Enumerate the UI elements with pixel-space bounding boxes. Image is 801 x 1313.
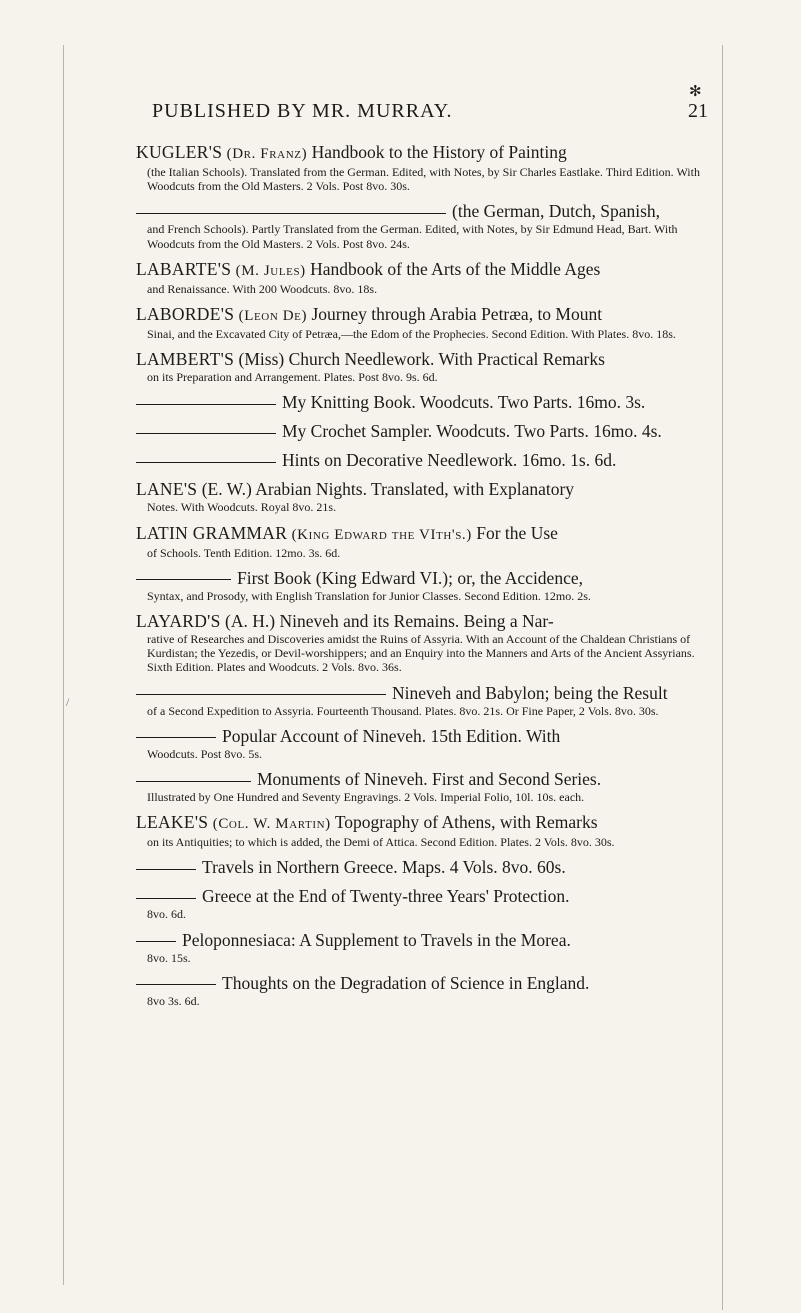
entry-details: of a Second Expedition to Assyria. Fourteenth Thousand. Plates. 8vo. 21s. Or Fine Paper, 2 Vols. 8vo. 30s. xyxy=(147,703,659,718)
entry-heading xyxy=(136,812,710,835)
ditto-rule xyxy=(136,984,216,985)
author-detail: (Leon De) xyxy=(238,308,308,325)
list-item xyxy=(136,857,710,878)
list-item xyxy=(136,142,710,193)
list-item xyxy=(136,349,710,384)
list-item xyxy=(136,523,710,560)
entry-heading xyxy=(136,142,710,165)
entry-heading xyxy=(136,886,710,907)
entry-title: Topography of Athens, with Remarks xyxy=(330,812,598,833)
author-name: LATIN GRAMMAR xyxy=(136,522,288,543)
ditto-rule xyxy=(136,213,446,214)
entry-details: (the Italian Schools). Translated from the German. Edited, with Notes, by Sir Charles Eastlake. Third Edition. With Woodcuts from the Old Masters. 2 Vols. Post 8vo. 30s. xyxy=(147,165,700,194)
entry-title: (E. W.) Arabian Nights. Translated, with Explanatory xyxy=(197,479,575,500)
author-name: LAMBERT'S xyxy=(136,349,235,370)
entry-title: For the Use xyxy=(471,522,558,543)
entry-details: of Schools. Tenth Edition. 12mo. 3s. 6d. xyxy=(147,545,341,560)
entry-title: Greece at the End of Twenty-three Years' Protection. xyxy=(202,886,570,907)
entry-heading xyxy=(136,857,710,878)
author-name: LEAKE'S xyxy=(136,812,209,833)
entry-title: Handbook to the History of Painting xyxy=(307,142,567,162)
entry-title: Nineveh and Babylon; being the Result xyxy=(392,682,668,703)
entry-details: 8vo. 15s. xyxy=(147,950,191,965)
entry-heading xyxy=(136,201,710,222)
list-item xyxy=(136,812,710,849)
list-item xyxy=(136,479,710,514)
entry-heading xyxy=(136,611,710,632)
list-item xyxy=(136,568,710,603)
entry-title: My Crochet Sampler. Woodcuts. Two Parts. 16mo. 4s. xyxy=(282,421,662,442)
list-item xyxy=(136,683,710,718)
entry-title: Handbook of the Arts of the Middle Ages xyxy=(305,258,601,279)
entry-title: Thoughts on the Degradation of Science in England. xyxy=(222,972,590,993)
ditto-rule xyxy=(136,941,176,942)
entry-heading xyxy=(136,523,710,546)
entry-title: First Book (King Edward VI.); or, the Accidence, xyxy=(237,567,583,588)
ornament-icon: ✻ xyxy=(689,84,702,100)
entry-details: Notes. With Woodcuts. Royal 8vo. 21s. xyxy=(147,500,337,515)
author-name: LABARTE'S xyxy=(136,258,232,279)
list-item xyxy=(136,304,710,341)
page-number: 21 xyxy=(688,100,708,122)
entry-title: Journey through Arabia Petræa, to Mount xyxy=(307,304,603,325)
entry-heading xyxy=(136,568,710,589)
list-item xyxy=(136,930,710,965)
list-item xyxy=(136,421,710,442)
ditto-rule xyxy=(136,433,276,434)
list-item xyxy=(136,769,710,804)
entry-heading xyxy=(136,304,710,327)
entry-heading xyxy=(136,450,710,471)
entry-details: Illustrated by One Hundred and Seventy Engravings. 2 Vols. Imperial Folio, 10l. 10s. each. xyxy=(147,790,585,805)
list-item xyxy=(136,201,710,250)
ditto-rule xyxy=(136,898,196,899)
entry-title: (the German, Dutch, Spanish, xyxy=(452,201,661,222)
entry-heading xyxy=(136,349,710,370)
author-detail: (Dr. Franz) xyxy=(226,146,308,162)
author-name: KUGLER'S xyxy=(136,142,223,162)
entry-heading xyxy=(136,479,710,500)
ditto-rule xyxy=(136,404,276,405)
running-head-title: PUBLISHED BY MR. MURRAY. xyxy=(152,100,453,122)
page-edge-right xyxy=(722,45,723,1310)
list-item xyxy=(136,973,710,1008)
entry-details: Woodcuts. Post 8vo. 5s. xyxy=(147,746,263,761)
list-item xyxy=(136,886,710,921)
author-name: LANE'S xyxy=(136,479,198,500)
entry-details: and French Schools). Partly Translated from the German. Edited, with Notes, by Sir Edmund Head, Bart. With Woodcuts from the Old Masters. 2 Vols. Post 8vo. 24s. xyxy=(147,222,678,251)
entry-title: My Knitting Book. Woodcuts. Two Parts. 16mo. 3s. xyxy=(282,392,646,413)
running-head xyxy=(152,100,708,126)
ditto-rule xyxy=(136,579,231,580)
author-detail: (M. Jules) xyxy=(235,262,306,279)
entry-title: (Miss) Church Needlework. With Practical Remarks xyxy=(234,349,605,370)
entry-details: 8vo 3s. 6d. xyxy=(147,993,200,1008)
entry-title: (A. H.) Nineveh and its Remains. Being a Nar- xyxy=(220,611,554,632)
margin-mark: / xyxy=(66,695,70,709)
entry-details: on its Preparation and Arrangement. Plates. Post 8vo. 9s. 6d. xyxy=(147,370,438,385)
entry-title: Monuments of Nineveh. First and Second Series. xyxy=(257,769,602,790)
entry-details: rative of Researches and Discoveries amidst the Ruins of Assyria. With an Account of the Chaldean Christians of Kurdistan; the Yezedis, or Devil-worshippers; and an Enquiry into the Manners and Arts of the Ancient Assyrians. Sixth Edition. Plates and Woodcuts. 2 Vols. 8vo. 36s. xyxy=(147,632,695,675)
page-edge-left xyxy=(63,45,64,1285)
entry-details: and Renaissance. With 200 Woodcuts. 8vo. 18s. xyxy=(147,281,378,296)
list-item xyxy=(136,259,710,296)
ditto-rule xyxy=(136,462,276,463)
author-detail: (Col. W. Martin) xyxy=(212,816,331,833)
ditto-rule xyxy=(136,869,196,870)
entry-heading xyxy=(136,726,710,747)
author-name: LAYARD'S xyxy=(136,611,221,632)
entry-heading xyxy=(136,769,710,790)
entry-heading xyxy=(136,259,710,282)
ditto-rule xyxy=(136,694,386,695)
author-detail: (King Edward the VIth's.) xyxy=(291,526,472,543)
entry-heading xyxy=(136,421,710,442)
list-item xyxy=(136,450,710,471)
entry-details: on its Antiquities; to which is added, the Demi of Attica. Second Edition. Plates. 2 Vols. 8vo. 30s. xyxy=(147,835,615,850)
entry-heading xyxy=(136,930,710,951)
entry-details: Syntax, and Prosody, with English Translation for Junior Classes. Second Edition. 12mo. 2s. xyxy=(147,588,591,603)
catalogue-list xyxy=(136,142,710,1016)
list-item xyxy=(136,392,710,413)
entry-title: Hints on Decorative Needlework. 16mo. 1s. 6d. xyxy=(282,450,617,471)
entry-heading xyxy=(136,392,710,413)
entry-details: Sinai, and the Excavated City of Petræa,—the Edom of the Prophecies. Second Edition. With Plates. 8vo. 18s. xyxy=(147,327,676,342)
ditto-rule xyxy=(136,737,216,738)
author-name: LABORDE'S xyxy=(136,304,235,325)
entry-heading xyxy=(136,683,710,704)
entry-title: Peloponnesiaca: A Supplement to Travels in the Morea. xyxy=(182,929,571,950)
ditto-rule xyxy=(136,781,251,782)
list-item xyxy=(136,611,710,675)
entry-heading xyxy=(136,973,710,994)
entry-title: Popular Account of Nineveh. 15th Edition. With xyxy=(222,725,561,746)
entry-title: Travels in Northern Greece. Maps. 4 Vols. 8vo. 60s. xyxy=(202,857,566,878)
list-item xyxy=(136,726,710,761)
entry-details: 8vo. 6d. xyxy=(147,907,186,922)
